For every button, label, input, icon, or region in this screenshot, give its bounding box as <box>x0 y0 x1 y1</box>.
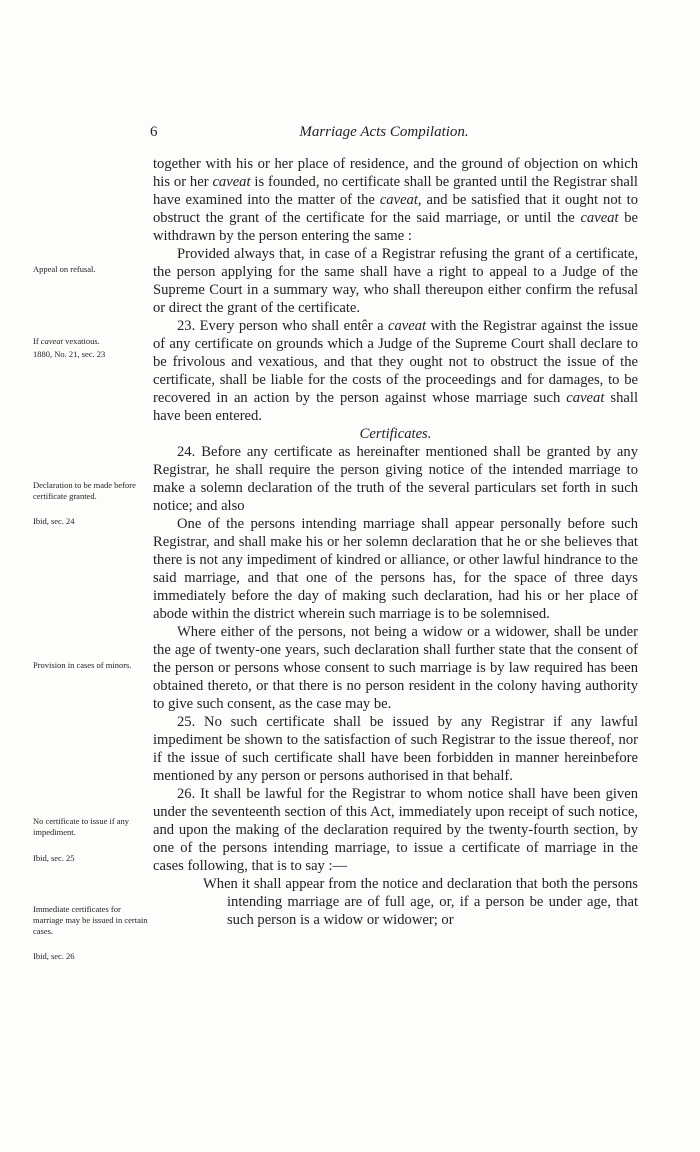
side-note-appeal: Appeal on refusal. <box>33 264 96 274</box>
paragraph: When it shall appear from the notice and declaration that both the persons intending marriage are of full age, or, if a person be under age, that such person is a widow or widower; or <box>203 876 638 928</box>
paragraph: 24. Before any certificate as hereinafter mentioned shall be granted by any Registrar, he shall require the person giving notice of the intended marriage to make a solemn declaration of the truth of the several particulars set forth in such notice; and also <box>153 444 638 514</box>
page-header <box>150 124 618 146</box>
paragraph: 26. It shall be lawful for the Registrar to whom notice shall have been given under the seventeenth section of this Act, immediately upon receipt of such notice, and upon the making of the declaration required by the twenty-fourth section, by one of the persons intending marriage, to issue a certificate of marriage in the cases following, that is to say :— <box>153 786 638 874</box>
paragraph: Where either of the persons, not being a widow or a widower, shall be under the age of twenty-one years, such declaration shall further state that the consent of the person or persons whose consent to such marriage is by law required has been obtained thereto, or that there is no person resident in the colony having authority to give such consent, as the case may be. <box>153 624 638 712</box>
side-note-vexatious: If caveat vexatious. <box>33 336 100 346</box>
running-head: Marriage Acts Compilation. <box>299 124 469 140</box>
main-text <box>153 155 638 929</box>
paragraph: Provided always that, in case of a Registrar refusing the grant of a certificate, the person applying for the same shall have a right to appeal to a Judge of the Supreme Court in a summary way, who shall thereupon either confirm the refusal or direct the grant of the certificate. <box>153 246 638 316</box>
side-note-declaration: Declaration to be made before certificate granted. <box>33 480 136 501</box>
paragraph: One of the persons intending marriage shall appear personally before such Registrar, and shall make his or her solemn declaration that he or she believes that there is not any impediment of kindred or alliance, or other lawful hindrance to the said marriage, and that one of the persons has, for the space of three days immediately before the day of making such declaration, had his or her place of abode within the district wherein such marriage is to be solemnised. <box>153 516 638 622</box>
paragraph: 23. Every person who shall entêr a caveat with the Registrar against the issue of any certificate on grounds which a Judge of the Supreme Court shall declare to be frivolous and vexatious, and that they ought not to obstruct the issue of the certificate, shall be liable for the costs of the proceedings and for damages, to be recovered in an action by the person against whose marriage such caveat shall have been entered. <box>153 318 638 424</box>
side-note-vexatious-ref: 1880, No. 21, sec. 23 <box>33 349 106 359</box>
paragraph: together with his or her place of residence, and the ground of objection on which his or her caveat is founded, no certificate shall be granted until the Registrar shall have examined into the matter of the caveat, and be satisfied that it ought not to obstruct the grant of the certificate for the said marriage, or until the caveat be withdrawn by the person entering the same : <box>153 156 638 244</box>
paragraph: 25. No such certificate shall be issued by any Registrar if any lawful impediment be shown to the satisfaction of such Registrar to the issue thereof, nor if the issue of such certificate shall have been forbidden in manner hereinbefore mentioned by any person or persons authorised in that behalf. <box>153 714 638 784</box>
side-note-no-certificate: No certificate to issue if any impediment. <box>33 816 130 837</box>
side-note-immediate: Immediate certificates for marriage may be issued in certain cases. <box>33 904 148 936</box>
page-number: 6 <box>150 124 158 140</box>
side-note-no-certificate-ref: Ibid, sec. 25 <box>33 853 75 863</box>
side-note-minors: Provision in cases of minors. <box>33 660 132 670</box>
side-note-declaration-ref: Ibid, sec. 24 <box>33 516 75 526</box>
side-note-immediate-ref: Ibid, sec. 26 <box>33 951 75 961</box>
section-heading: Certificates. <box>359 426 432 442</box>
